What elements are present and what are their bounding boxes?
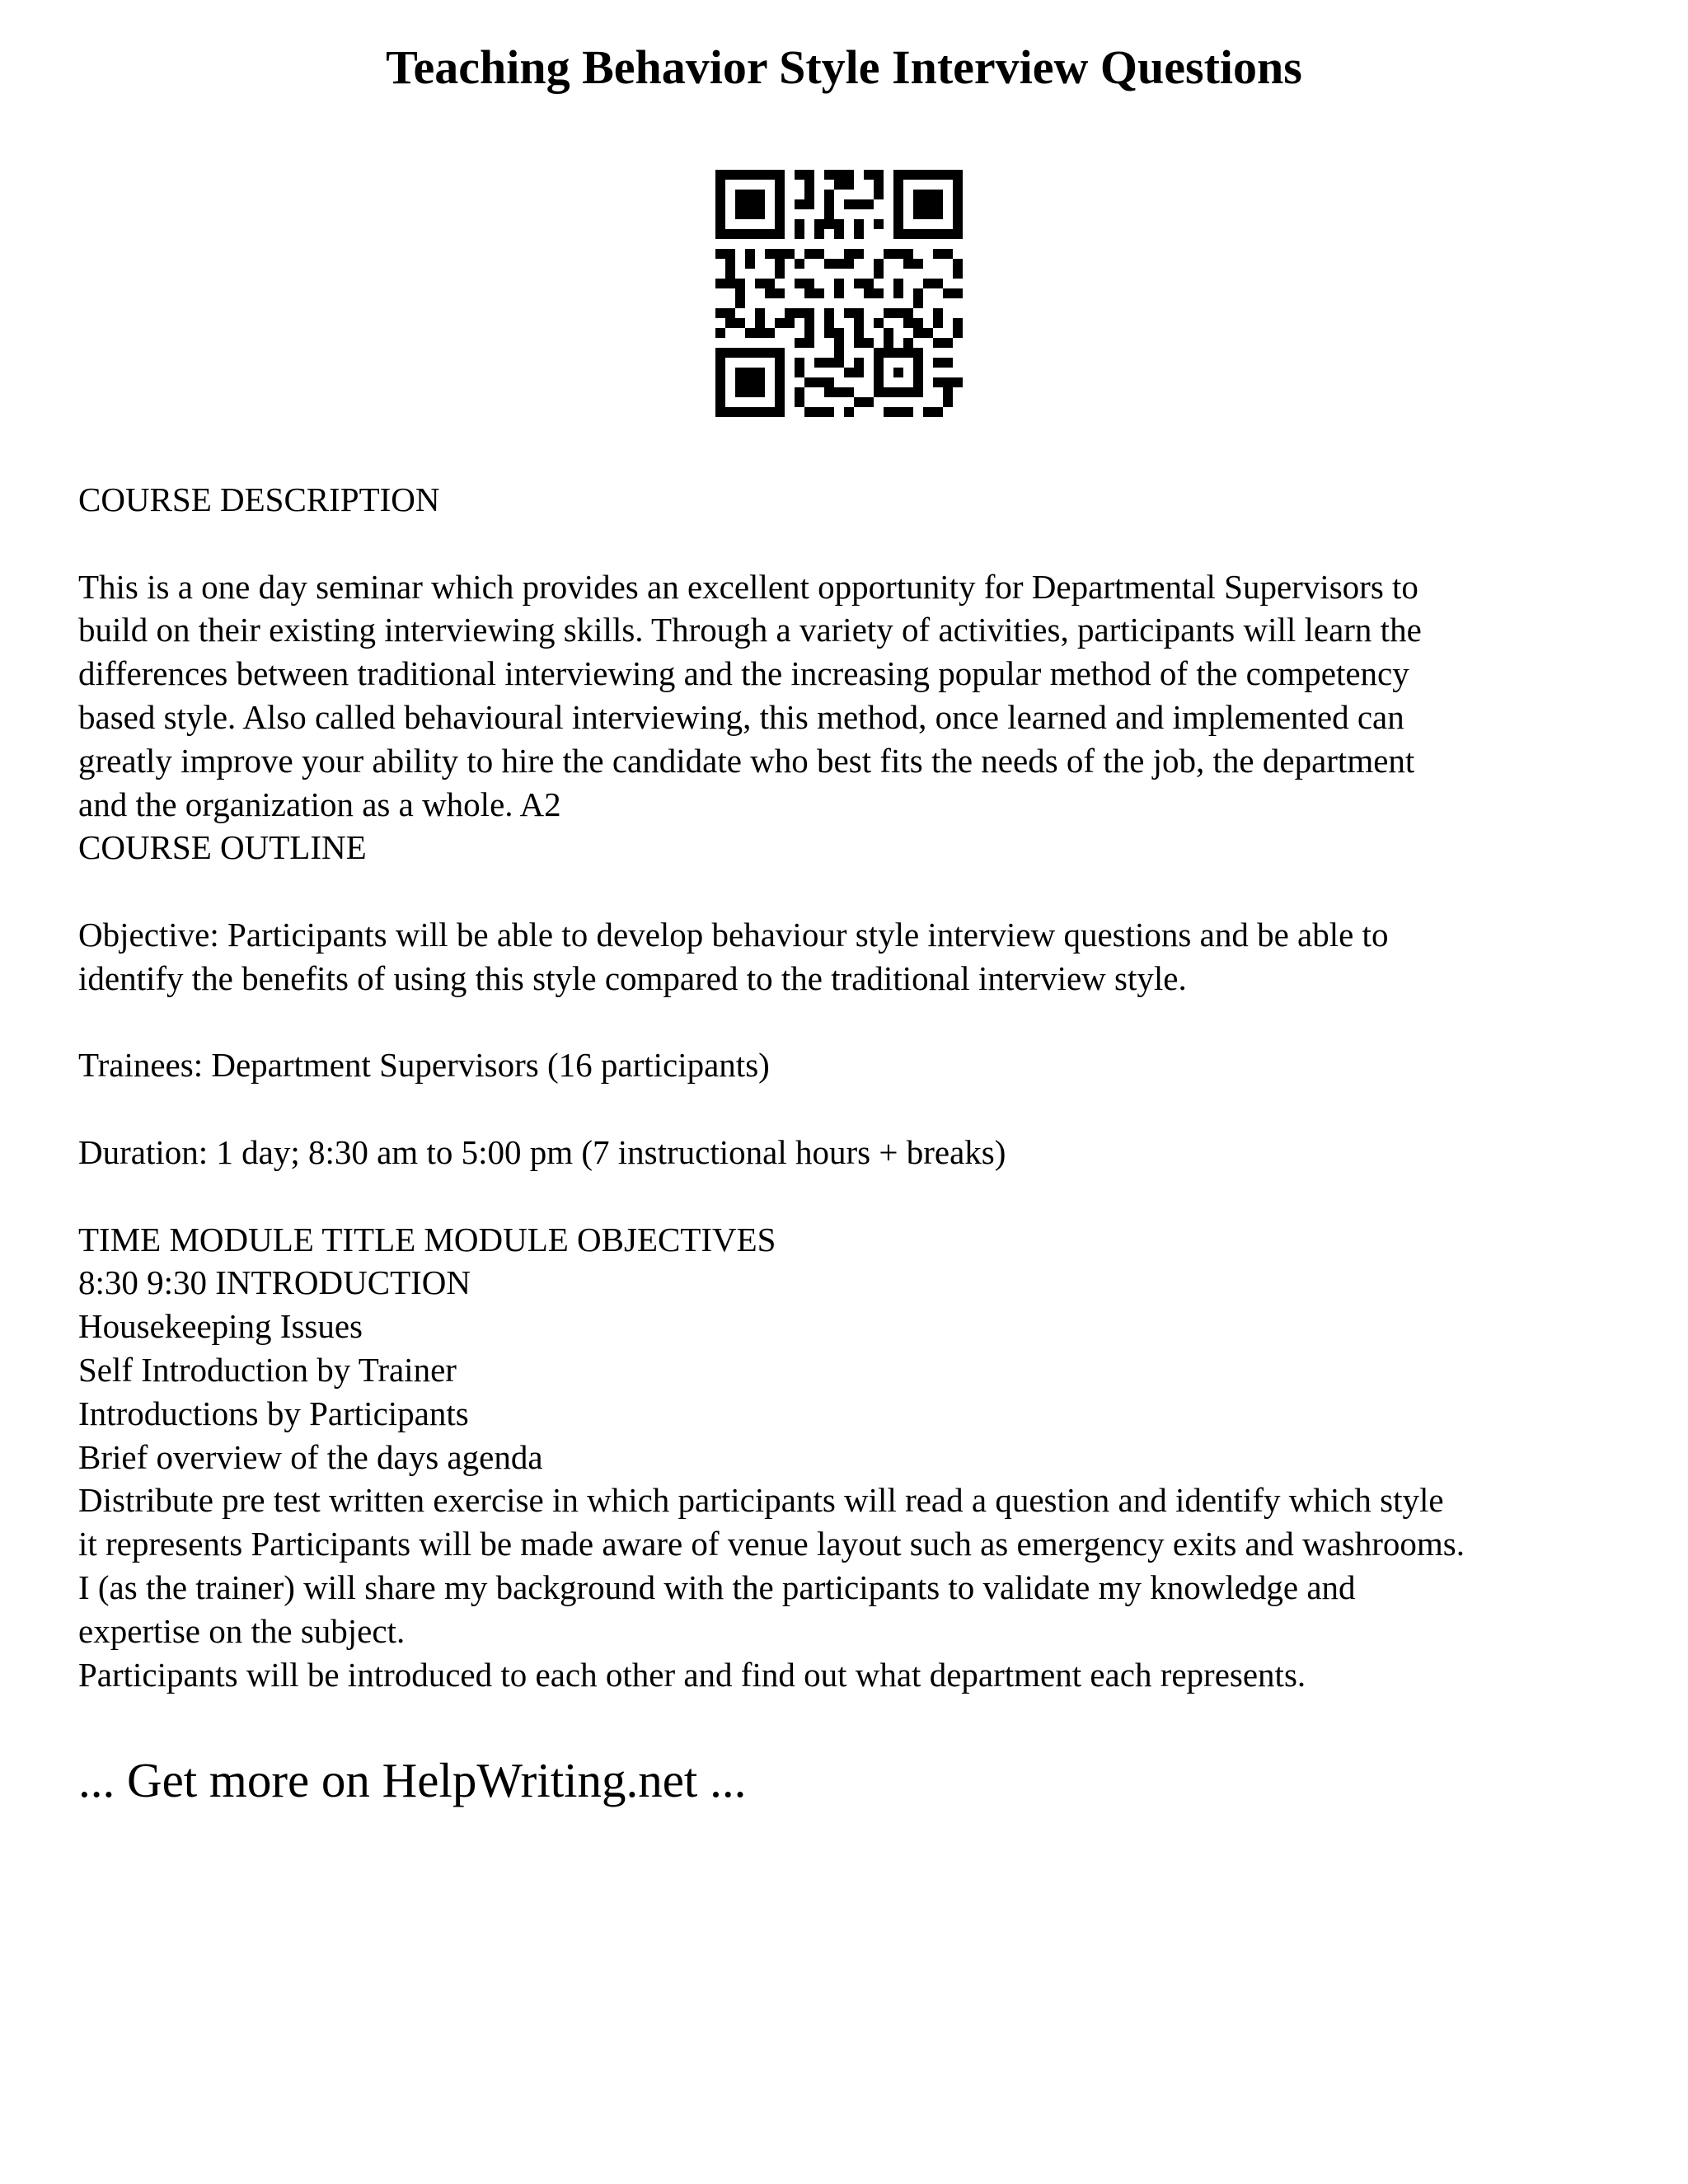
schedule-line: Brief overview of the days agenda: [78, 1437, 543, 1476]
schedule-line: Introductions by Participants: [78, 1394, 469, 1432]
duration-line: Duration: 1 day; 8:30 am to 5:00 pm (7 instructional hours + breaks): [78, 1132, 1006, 1171]
course-description-line: differences between traditional interviewing and the increasing popular method of the competency: [78, 654, 1409, 693]
course-description-line: This is a one day seminar which provides an excellent opportunity for Departmental Supervisors to: [78, 567, 1418, 606]
document-body: [78, 478, 1644, 1696]
course-description-line: build on their existing interviewing skills. Through a variety of activities, participants will learn the: [78, 611, 1422, 649]
page-title: Teaching Behavior Style Interview Questions: [386, 40, 1302, 94]
schedule-line: I (as the trainer) will share my background with the participants to validate my knowledge and: [78, 1568, 1356, 1606]
objective-line: identify the benefits of using this style compared to the traditional interview style.: [78, 958, 1187, 997]
get-more-link[interactable]: ... Get more on HelpWriting.net ...: [78, 1753, 747, 1807]
qr-code-icon: [715, 170, 963, 417]
objective-line: Objective: Participants will be able to develop behaviour style interview questions and be able to: [78, 915, 1389, 954]
schedule-line: Housekeeping Issues: [78, 1307, 363, 1346]
schedule-line: Participants will be introduced to each other and find out what department each represents.: [78, 1655, 1306, 1694]
course-description-line: based style. Also called behavioural interviewing, this method, once learned and implemented can: [78, 697, 1404, 736]
schedule-line: Self Introduction by Trainer: [78, 1350, 457, 1389]
schedule-line: expertise on the subject.: [78, 1611, 406, 1650]
schedule-line: Distribute pre test written exercise in which participants will read a question and identify which style: [78, 1481, 1444, 1520]
course-description-line: greatly improve your ability to hire the candidate who best fits the needs of the job, the department: [78, 741, 1415, 780]
schedule-line: 8:30 9:30 INTRODUCTION: [78, 1263, 471, 1302]
course-description-heading: COURSE DESCRIPTION: [78, 480, 440, 518]
trainees-line: Trainees: Department Supervisors (16 participants): [78, 1046, 770, 1085]
course-description-line: and the organization as a whole. A2: [78, 785, 561, 823]
course-outline-heading: COURSE OUTLINE: [78, 828, 367, 867]
schedule-header: TIME MODULE TITLE MODULE OBJECTIVES: [78, 1220, 776, 1258]
schedule-line: it represents Participants will be made aware of venue layout such as emergency exits and washrooms.: [78, 1525, 1465, 1563]
